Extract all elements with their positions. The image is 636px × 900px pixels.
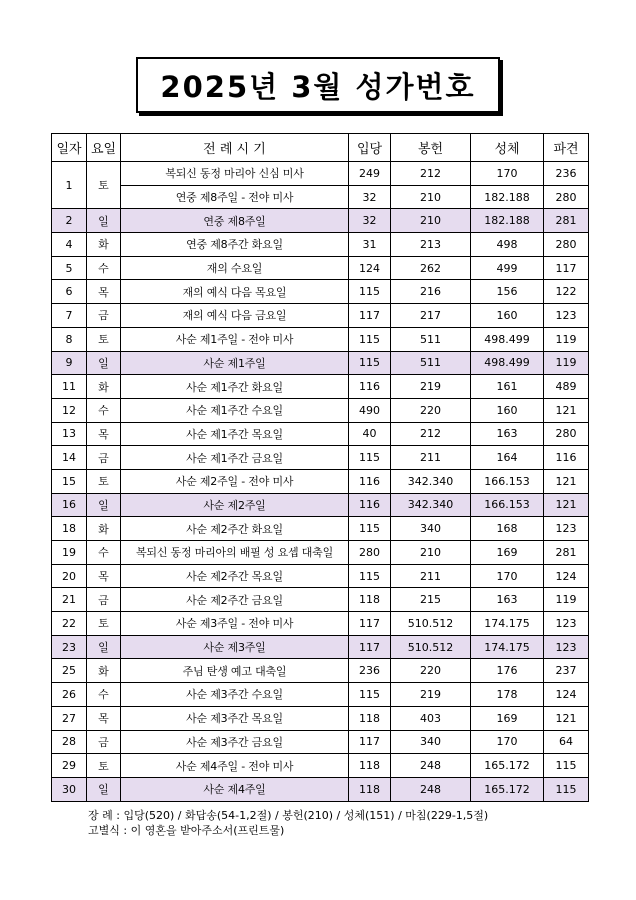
liturgy-cell: 연중 제8주간 화요일 bbox=[121, 233, 349, 257]
offertory-cell: 340 bbox=[391, 517, 471, 541]
offertory-cell: 210 bbox=[391, 185, 471, 209]
dismissal-cell: 123 bbox=[544, 304, 589, 328]
day-cell: 12 bbox=[52, 398, 87, 422]
table-row bbox=[52, 517, 589, 541]
liturgy-cell: 재의 예식 다음 목요일 bbox=[121, 280, 349, 304]
table-row bbox=[52, 659, 589, 683]
liturgy-cell: 사순 제2주간 금요일 bbox=[121, 588, 349, 612]
table-row bbox=[52, 446, 589, 470]
dismissal-cell: 121 bbox=[544, 398, 589, 422]
weekday-cell: 일 bbox=[87, 493, 121, 517]
weekday-cell: 토 bbox=[87, 162, 121, 209]
entrance-cell: 118 bbox=[349, 588, 391, 612]
entrance-cell: 490 bbox=[349, 398, 391, 422]
entrance-cell: 116 bbox=[349, 493, 391, 517]
communion-cell: 170 bbox=[471, 730, 544, 754]
header-entrance: 입당 bbox=[349, 134, 391, 162]
communion-cell: 182.188 bbox=[471, 185, 544, 209]
table-row bbox=[52, 185, 589, 209]
weekday-cell: 수 bbox=[87, 256, 121, 280]
day-cell: 28 bbox=[52, 730, 87, 754]
dismissal-cell: 236 bbox=[544, 162, 589, 186]
offertory-cell: 511 bbox=[391, 351, 471, 375]
weekday-cell: 토 bbox=[87, 612, 121, 636]
dismissal-cell: 115 bbox=[544, 777, 589, 801]
liturgy-cell: 사순 제1주간 수요일 bbox=[121, 398, 349, 422]
weekday-cell: 화 bbox=[87, 375, 121, 399]
weekday-cell: 수 bbox=[87, 683, 121, 707]
dismissal-cell: 117 bbox=[544, 256, 589, 280]
table-row bbox=[52, 635, 589, 659]
communion-cell: 178 bbox=[471, 683, 544, 707]
table-row bbox=[52, 683, 589, 707]
liturgy-cell: 사순 제3주간 수요일 bbox=[121, 683, 349, 707]
title-box bbox=[136, 57, 500, 113]
dismissal-cell: 119 bbox=[544, 327, 589, 351]
dismissal-cell: 121 bbox=[544, 469, 589, 493]
entrance-cell: 40 bbox=[349, 422, 391, 446]
table-row bbox=[52, 706, 589, 730]
liturgy-cell: 재의 예식 다음 금요일 bbox=[121, 304, 349, 328]
offertory-cell: 220 bbox=[391, 398, 471, 422]
dismissal-cell: 115 bbox=[544, 754, 589, 778]
day-cell: 23 bbox=[52, 635, 87, 659]
liturgy-cell: 사순 제1주간 금요일 bbox=[121, 446, 349, 470]
header-weekday: 요일 bbox=[87, 134, 121, 162]
communion-cell: 176 bbox=[471, 659, 544, 683]
offertory-cell: 262 bbox=[391, 256, 471, 280]
entrance-cell: 116 bbox=[349, 375, 391, 399]
offertory-cell: 248 bbox=[391, 777, 471, 801]
day-cell: 9 bbox=[52, 351, 87, 375]
day-cell: 1 bbox=[52, 162, 87, 209]
day-cell: 5 bbox=[52, 256, 87, 280]
dismissal-cell: 123 bbox=[544, 612, 589, 636]
table-row bbox=[52, 564, 589, 588]
entrance-cell: 249 bbox=[349, 162, 391, 186]
offertory-cell: 211 bbox=[391, 446, 471, 470]
entrance-cell: 280 bbox=[349, 541, 391, 565]
offertory-cell: 342.340 bbox=[391, 469, 471, 493]
communion-cell: 161 bbox=[471, 375, 544, 399]
entrance-cell: 115 bbox=[349, 351, 391, 375]
weekday-cell: 일 bbox=[87, 777, 121, 801]
liturgy-cell: 복되신 동정 마리아 신심 미사 bbox=[121, 162, 349, 186]
communion-cell: 499 bbox=[471, 256, 544, 280]
communion-cell: 165.172 bbox=[471, 777, 544, 801]
table-row bbox=[52, 327, 589, 351]
liturgy-cell: 사순 제4주일 bbox=[121, 777, 349, 801]
day-cell: 7 bbox=[52, 304, 87, 328]
weekday-cell: 금 bbox=[87, 304, 121, 328]
weekday-cell: 화 bbox=[87, 517, 121, 541]
day-cell: 21 bbox=[52, 588, 87, 612]
liturgy-cell: 사순 제3주간 금요일 bbox=[121, 730, 349, 754]
entrance-cell: 116 bbox=[349, 469, 391, 493]
offertory-cell: 510.512 bbox=[391, 635, 471, 659]
weekday-cell: 수 bbox=[87, 541, 121, 565]
day-cell: 16 bbox=[52, 493, 87, 517]
table-row bbox=[52, 777, 589, 801]
dismissal-cell: 64 bbox=[544, 730, 589, 754]
offertory-cell: 248 bbox=[391, 754, 471, 778]
page-title: 2025년 3월 성가번호 bbox=[160, 69, 476, 104]
day-cell: 30 bbox=[52, 777, 87, 801]
table-row bbox=[52, 233, 589, 257]
table-body bbox=[52, 162, 589, 802]
weekday-cell: 수 bbox=[87, 398, 121, 422]
table-row bbox=[52, 541, 589, 565]
dismissal-cell: 122 bbox=[544, 280, 589, 304]
entrance-cell: 124 bbox=[349, 256, 391, 280]
dismissal-cell: 121 bbox=[544, 706, 589, 730]
entrance-cell: 115 bbox=[349, 327, 391, 351]
liturgy-cell: 사순 제1주일 - 전야 미사 bbox=[121, 327, 349, 351]
header-liturgy: 전 례 시 기 bbox=[121, 134, 349, 162]
day-cell: 13 bbox=[52, 422, 87, 446]
dismissal-cell: 123 bbox=[544, 635, 589, 659]
communion-cell: 163 bbox=[471, 588, 544, 612]
communion-cell: 166.153 bbox=[471, 469, 544, 493]
dismissal-cell: 119 bbox=[544, 588, 589, 612]
day-cell: 29 bbox=[52, 754, 87, 778]
entrance-cell: 115 bbox=[349, 564, 391, 588]
liturgy-cell: 사순 제2주간 화요일 bbox=[121, 517, 349, 541]
communion-cell: 164 bbox=[471, 446, 544, 470]
dismissal-cell: 281 bbox=[544, 541, 589, 565]
table-row bbox=[52, 304, 589, 328]
communion-cell: 156 bbox=[471, 280, 544, 304]
offertory-cell: 216 bbox=[391, 280, 471, 304]
weekday-cell: 금 bbox=[87, 588, 121, 612]
communion-cell: 168 bbox=[471, 517, 544, 541]
communion-cell: 498 bbox=[471, 233, 544, 257]
liturgy-cell: 사순 제2주간 목요일 bbox=[121, 564, 349, 588]
table-row bbox=[52, 209, 589, 233]
weekday-cell: 목 bbox=[87, 422, 121, 446]
liturgy-cell: 사순 제1주간 화요일 bbox=[121, 375, 349, 399]
weekday-cell: 목 bbox=[87, 280, 121, 304]
liturgy-cell: 사순 제2주일 - 전야 미사 bbox=[121, 469, 349, 493]
communion-cell: 174.175 bbox=[471, 612, 544, 636]
dismissal-cell: 123 bbox=[544, 517, 589, 541]
offertory-cell: 213 bbox=[391, 233, 471, 257]
footer-notes bbox=[88, 808, 488, 838]
offertory-cell: 342.340 bbox=[391, 493, 471, 517]
entrance-cell: 117 bbox=[349, 635, 391, 659]
day-cell: 2 bbox=[52, 209, 87, 233]
funeral-note: 장 례 : 입당(520) / 화답송(54-1,2절) / 봉헌(210) / 성체(151) / 마침(229-1,5절) bbox=[88, 809, 489, 822]
weekday-cell: 화 bbox=[87, 659, 121, 683]
liturgy-cell: 사순 제1주간 목요일 bbox=[121, 422, 349, 446]
offertory-cell: 210 bbox=[391, 209, 471, 233]
entrance-cell: 115 bbox=[349, 517, 391, 541]
weekday-cell: 일 bbox=[87, 351, 121, 375]
dismissal-cell: 280 bbox=[544, 233, 589, 257]
entrance-cell: 118 bbox=[349, 706, 391, 730]
dismissal-cell: 124 bbox=[544, 683, 589, 707]
table-row bbox=[52, 256, 589, 280]
entrance-cell: 31 bbox=[349, 233, 391, 257]
day-cell: 19 bbox=[52, 541, 87, 565]
weekday-cell: 목 bbox=[87, 706, 121, 730]
entrance-cell: 236 bbox=[349, 659, 391, 683]
entrance-cell: 117 bbox=[349, 612, 391, 636]
dismissal-cell: 121 bbox=[544, 493, 589, 517]
communion-cell: 160 bbox=[471, 398, 544, 422]
communion-cell: 160 bbox=[471, 304, 544, 328]
table-row bbox=[52, 612, 589, 636]
day-cell: 27 bbox=[52, 706, 87, 730]
day-cell: 26 bbox=[52, 683, 87, 707]
entrance-cell: 117 bbox=[349, 730, 391, 754]
offertory-cell: 211 bbox=[391, 564, 471, 588]
header-day: 일자 bbox=[52, 134, 87, 162]
dismissal-cell: 280 bbox=[544, 185, 589, 209]
farewell-note: 고별식 : 이 영혼을 받아주소서(프린트물) bbox=[88, 824, 285, 837]
communion-cell: 169 bbox=[471, 706, 544, 730]
weekday-cell: 토 bbox=[87, 469, 121, 493]
communion-cell: 498.499 bbox=[471, 327, 544, 351]
communion-cell: 498.499 bbox=[471, 351, 544, 375]
header-offertory: 봉헌 bbox=[391, 134, 471, 162]
weekday-cell: 목 bbox=[87, 564, 121, 588]
liturgy-cell: 사순 제2주일 bbox=[121, 493, 349, 517]
table-row bbox=[52, 730, 589, 754]
day-cell: 20 bbox=[52, 564, 87, 588]
liturgy-cell: 주님 탄생 예고 대축일 bbox=[121, 659, 349, 683]
offertory-cell: 219 bbox=[391, 375, 471, 399]
weekday-cell: 일 bbox=[87, 209, 121, 233]
liturgy-cell: 사순 제4주일 - 전야 미사 bbox=[121, 754, 349, 778]
communion-cell: 163 bbox=[471, 422, 544, 446]
communion-cell: 170 bbox=[471, 162, 544, 186]
liturgy-cell: 사순 제3주일 - 전야 미사 bbox=[121, 612, 349, 636]
day-cell: 14 bbox=[52, 446, 87, 470]
day-cell: 8 bbox=[52, 327, 87, 351]
communion-cell: 166.153 bbox=[471, 493, 544, 517]
offertory-cell: 340 bbox=[391, 730, 471, 754]
weekday-cell: 토 bbox=[87, 327, 121, 351]
hymn-schedule-table bbox=[51, 133, 589, 802]
liturgy-cell: 사순 제1주일 bbox=[121, 351, 349, 375]
header-communion: 성체 bbox=[471, 134, 544, 162]
weekday-cell: 일 bbox=[87, 635, 121, 659]
entrance-cell: 118 bbox=[349, 777, 391, 801]
liturgy-cell: 사순 제3주간 목요일 bbox=[121, 706, 349, 730]
liturgy-cell: 사순 제3주일 bbox=[121, 635, 349, 659]
day-cell: 15 bbox=[52, 469, 87, 493]
liturgy-cell: 연중 제8주일 bbox=[121, 209, 349, 233]
table-row bbox=[52, 469, 589, 493]
entrance-cell: 32 bbox=[349, 185, 391, 209]
offertory-cell: 212 bbox=[391, 162, 471, 186]
table-row bbox=[52, 351, 589, 375]
table-row bbox=[52, 422, 589, 446]
day-cell: 22 bbox=[52, 612, 87, 636]
dismissal-cell: 237 bbox=[544, 659, 589, 683]
weekday-cell: 금 bbox=[87, 730, 121, 754]
offertory-cell: 217 bbox=[391, 304, 471, 328]
dismissal-cell: 281 bbox=[544, 209, 589, 233]
liturgy-cell: 재의 수요일 bbox=[121, 256, 349, 280]
offertory-cell: 220 bbox=[391, 659, 471, 683]
table-row bbox=[52, 588, 589, 612]
table-row bbox=[52, 398, 589, 422]
table-row bbox=[52, 280, 589, 304]
day-cell: 6 bbox=[52, 280, 87, 304]
weekday-cell: 화 bbox=[87, 233, 121, 257]
entrance-cell: 32 bbox=[349, 209, 391, 233]
table-row bbox=[52, 375, 589, 399]
table-row bbox=[52, 754, 589, 778]
liturgy-cell: 복되신 동정 마리아의 배필 성 요셉 대축일 bbox=[121, 541, 349, 565]
entrance-cell: 115 bbox=[349, 683, 391, 707]
weekday-cell: 토 bbox=[87, 754, 121, 778]
offertory-cell: 510.512 bbox=[391, 612, 471, 636]
offertory-cell: 215 bbox=[391, 588, 471, 612]
header-dismissal: 파견 bbox=[544, 134, 589, 162]
offertory-cell: 210 bbox=[391, 541, 471, 565]
entrance-cell: 117 bbox=[349, 304, 391, 328]
offertory-cell: 219 bbox=[391, 683, 471, 707]
communion-cell: 169 bbox=[471, 541, 544, 565]
day-cell: 4 bbox=[52, 233, 87, 257]
communion-cell: 170 bbox=[471, 564, 544, 588]
day-cell: 18 bbox=[52, 517, 87, 541]
entrance-cell: 115 bbox=[349, 280, 391, 304]
table-row bbox=[52, 162, 589, 186]
offertory-cell: 403 bbox=[391, 706, 471, 730]
communion-cell: 165.172 bbox=[471, 754, 544, 778]
dismissal-cell: 116 bbox=[544, 446, 589, 470]
communion-cell: 182.188 bbox=[471, 209, 544, 233]
entrance-cell: 115 bbox=[349, 446, 391, 470]
dismissal-cell: 489 bbox=[544, 375, 589, 399]
offertory-cell: 511 bbox=[391, 327, 471, 351]
liturgy-cell: 연중 제8주일 - 전야 미사 bbox=[121, 185, 349, 209]
day-cell: 11 bbox=[52, 375, 87, 399]
communion-cell: 174.175 bbox=[471, 635, 544, 659]
day-cell: 25 bbox=[52, 659, 87, 683]
dismissal-cell: 124 bbox=[544, 564, 589, 588]
table-row bbox=[52, 493, 589, 517]
dismissal-cell: 280 bbox=[544, 422, 589, 446]
weekday-cell: 금 bbox=[87, 446, 121, 470]
table-header-row bbox=[52, 134, 589, 162]
entrance-cell: 118 bbox=[349, 754, 391, 778]
dismissal-cell: 119 bbox=[544, 351, 589, 375]
offertory-cell: 212 bbox=[391, 422, 471, 446]
